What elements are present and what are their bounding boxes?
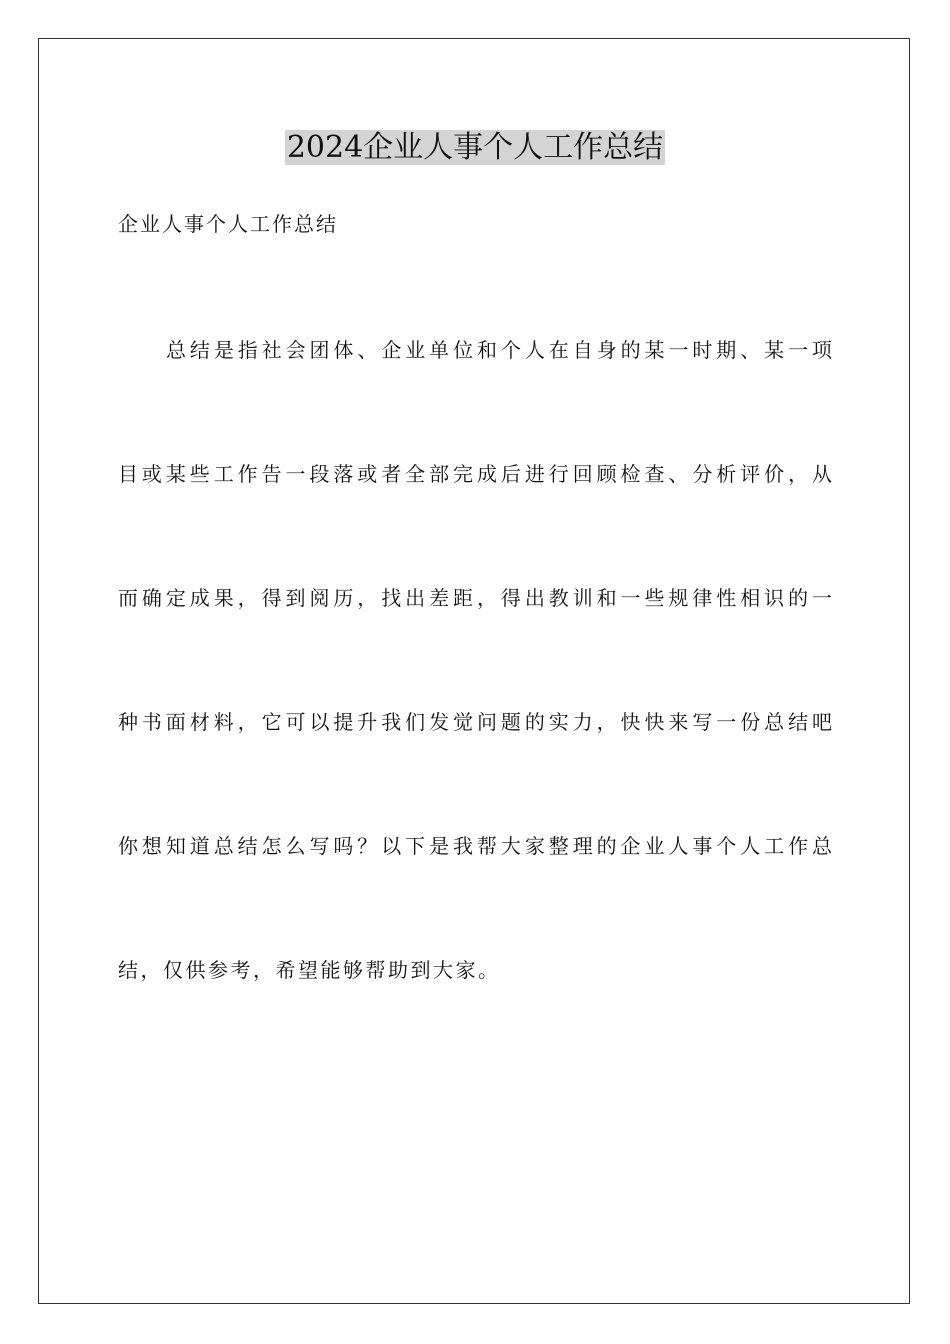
paragraph-line-4: 种书面材料，它可以提升我们发觉问题的实力，快快来写一份总结吧 [118,710,832,734]
document-title [0,128,950,168]
paragraph-line-5: 你想知道总结怎么写吗？以下是我帮大家整理的企业人事个人工作总 [118,834,832,858]
paragraph-line-3: 而确定成果，得到阅历，找出差距，得出教训和一些规律性相识的一 [118,586,832,610]
document-subtitle: 企业人事个人工作总结 [118,212,338,236]
paragraph-line-2: 目或某些工作告一段落或者全部完成后进行回顾检查、分析评价，从 [118,462,832,486]
paragraph-line-1: 总结是指社会团体、企业单位和个人在自身的某一时期、某一项 [166,338,832,362]
paragraph-line-6: 结，仅供参考，希望能够帮助到大家。 [118,958,501,982]
document-title-text: 2024企业人事个人工作总结 [286,130,664,165]
